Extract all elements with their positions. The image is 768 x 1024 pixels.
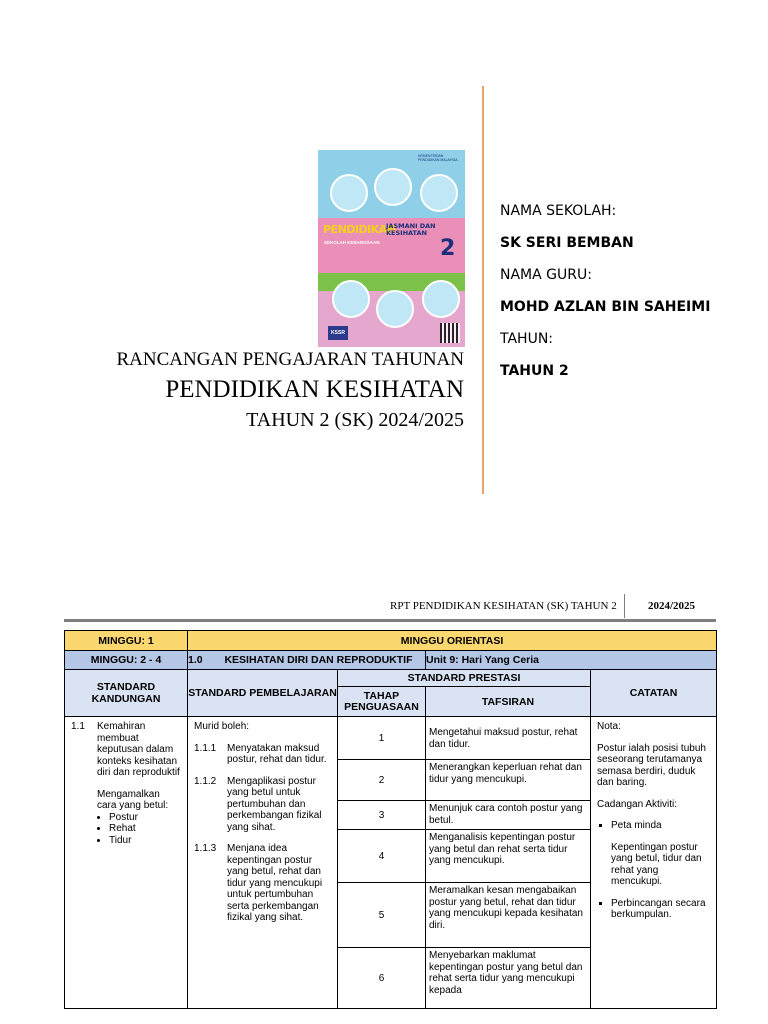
sk-text: Kemahiran membuat keputusan dalam konteks kesihatan diri dan reproduktif: [97, 721, 180, 778]
tafsiran-text: Menunjuk cara contoh postur yang betul.: [426, 801, 591, 830]
activity-detail: Kepentingan postur yang betul, tidur dan rehat yang mencukupi.: [611, 841, 702, 887]
list-item: • Postur: [109, 812, 181, 824]
sp-item-text: Menyatakan maksud postur, rehat dan tidur.: [227, 742, 327, 765]
catatan-nota-label: Nota:: [597, 721, 621, 732]
header-tafsiran: TAFSIRAN: [426, 687, 591, 717]
sp-intro: Murid boleh:: [194, 721, 250, 732]
topic-title: KESIHATAN DIRI DAN REPRODUKTIF: [224, 654, 413, 666]
header-standard-pembelajaran: STANDARD PEMBELAJARAN: [188, 670, 338, 717]
child-figure-icon: [330, 174, 368, 212]
textbook-cover-image: [318, 150, 465, 347]
tafsiran-text: Menganalisis kepentingan postur yang betul dan rehat serta tidur yang mencukupi.: [426, 830, 591, 883]
cover-title-line1: RANCANGAN PENGAJARAN TAHUNAN: [116, 349, 464, 370]
tahap-level: 6: [338, 948, 426, 1009]
tahap-level: 3: [338, 801, 426, 830]
tafsiran-text: Menerangkan keperluan rehat dan tidur yang mencukupi.: [426, 760, 591, 801]
cover-title-line2: PENDIDIKAN KESIHATAN: [165, 376, 464, 403]
tahap-level: 1: [338, 717, 426, 760]
header-standard-prestasi: STANDARD PRESTASI: [338, 670, 591, 687]
sk-practice: Mengamalkan cara yang betul:: [97, 788, 169, 811]
header-catatan: CATATAN: [591, 670, 717, 717]
book-level: SEKOLAH KEBANGSAAN: [324, 240, 380, 245]
child-figure-icon: [420, 174, 458, 212]
week1-label: MINGGU: 1: [65, 631, 188, 651]
standard-pembelajaran-cell: [188, 717, 338, 1009]
sk-number: 1.1: [71, 721, 85, 732]
list-item: ▪ Perbincangan secara berkumpulan.: [611, 898, 710, 921]
school-label: NAMA SEKOLAH:: [500, 203, 617, 219]
rpt-table: [64, 630, 717, 1009]
school-value: SK SERI BEMBAN: [500, 235, 634, 251]
catatan-nota-text: Postur ialah posisi tubuh seseorang terutamanya semasa berdiri, duduk dan baring.: [597, 742, 706, 788]
week1-value: MINGGU ORIENTASI: [188, 631, 717, 651]
sp-item-number: 1.1.1: [194, 742, 217, 754]
list-item: [611, 820, 710, 898]
teacher-value: MOHD AZLAN BIN SAHEIMI: [500, 299, 711, 315]
teacher-label: NAMA GURU:: [500, 267, 592, 283]
tafsiran-text: Meramalkan kesan mengabaikan postur yang betul, rehat dan tidur yang mencukupi kepada kesihatan diri.: [426, 883, 591, 948]
sp-item-text: Mengaplikasi postur yang betul untuk pertumbuhan dan perkembangan fizikal yang sihat.: [227, 775, 322, 833]
page-header-year: 2024/2025: [648, 600, 696, 612]
book-title-main: PENDIDIKAN: [323, 223, 396, 236]
list-item: • Tidur: [109, 835, 181, 847]
year-value: TAHUN 2: [500, 363, 569, 379]
qr-code-icon: [440, 323, 460, 343]
page-header-rule: [64, 619, 716, 622]
week2-label: MINGGU: 2 - 4: [65, 651, 188, 670]
sp-item-number: 1.1.3: [194, 843, 217, 854]
sp-item-number: 1.1.2: [194, 775, 217, 787]
ministry-logo: KEMENTERIAN PENDIDIKAN MALAYSIA: [418, 154, 458, 162]
tafsiran-text: Mengetahui maksud postur, rehat dan tidur.: [426, 717, 591, 760]
topic-number: 1.0: [188, 654, 203, 666]
catatan-cell: [591, 717, 717, 1009]
book-title-sub: JASMANI DAN KESIHATAN: [386, 222, 436, 237]
catatan-cadangan-label: Cadangan Aktiviti:: [597, 798, 678, 810]
year-label: TAHUN:: [500, 331, 554, 347]
header-standard-kandungan: STANDARD KANDUNGAN: [65, 670, 188, 717]
child-figure-icon: [374, 168, 412, 206]
activity-title: Peta minda: [611, 820, 662, 831]
tahap-level: 2: [338, 760, 426, 801]
child-figure-icon: [332, 280, 370, 318]
page-header-divider: [624, 594, 625, 618]
cover-divider: [482, 86, 484, 494]
book-year-number: 2: [440, 236, 456, 261]
tahap-level: 4: [338, 830, 426, 883]
sp-item-text: Menjana idea kepentingan postur yang betul, rehat dan tidur yang mencukupi untuk pertumbuhan serta perkembangan fizikal yang sihat.: [227, 843, 323, 923]
standard-kandungan-cell: [65, 717, 188, 1009]
cover-title-line3: TAHUN 2 (SK) 2024/2025: [246, 409, 464, 431]
kssr-logo: KSSR: [328, 326, 348, 340]
tahap-level: 5: [338, 883, 426, 948]
child-figure-icon: [422, 280, 460, 318]
page-header-title: RPT PENDIDIKAN KESIHATAN (SK) TAHUN 2: [390, 600, 617, 612]
unit-title: Unit 9: Hari Yang Ceria: [426, 651, 717, 670]
topic-cell: [188, 651, 426, 670]
tafsiran-text: Menyebarkan maklumat kepentingan postur yang betul dan rehat serta tidur yang mencukupi kepada: [426, 948, 591, 1009]
header-tahap-penguasaan: TAHAP PENGUASAAN: [338, 687, 426, 717]
list-item: • Rehat: [109, 823, 181, 835]
child-figure-icon: [376, 290, 414, 328]
